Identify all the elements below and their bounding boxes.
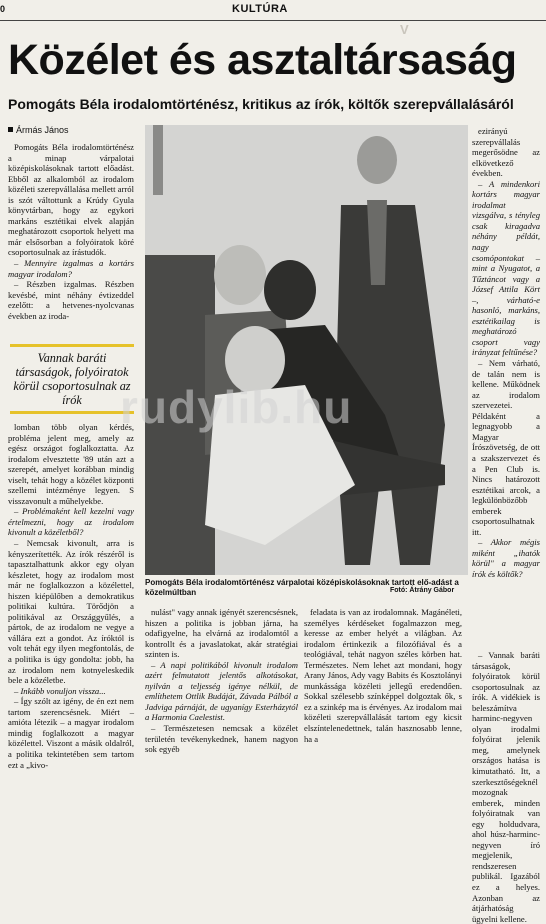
column-4-top [472,126,540,646]
faded-header-text: V [400,22,409,37]
photo-caption: Pomogáts Béla irodalomtörténész várpalotai középiskolásoknak tartott elő-adást a közelmúltban [145,578,459,597]
watermark: rudylib.hu [120,381,353,433]
paragraph: – Vannak baráti társaságok, folyóiratok körül csoportosulnak az írók. A vidékiek is beleszámítva harminc-negyven olyan irodalmi folyóirat jelenik meg, amelynek országos hatása is kimutatható. Itt, a szerkesztőségeknél mozognak emberek, minden folyóiratnak van egy holdudvara, ahol húsz-harminc-negyven író megjelenik, rendszeresen publikál. Igazából ez a helyes. Azonban az átjárhatóság ügyelni kellene. [472,650,540,924]
header-rule [0,20,546,21]
column-1-top [8,142,134,354]
byline-author: Ármás János [16,125,69,135]
paragraph: – Problémaként kell kezelni vagy értelmezni, hogy az irodalom kivonult a közéletből? [8,506,134,538]
paragraph: ezirányú szerepvállalás megerősödne az elkövetkező években. [472,126,540,179]
paragraph: feladata is van az irodalomnak. Magánéleti, személyes kérdéseket fogalmazzon meg, keresse az ember helyét a világban. Az irodalom értinkezik a filozófiával és a teológiával, tehát nagyon széles körben hat. Természetes. Nem lehet azt mondani, hogy Arany János, Ady vagy Babits és Kosztolányi munkássága közéleti jellegű eredendően. Sokkal szélesebb színképpel dolgoztak ők, s ez a szinkép ma is érvényes. Az irodalom mai közéleti szerepvállalását tartom egy kicsit elszíntelenedettnek, talán hasznosabb lenne, ha a [304,607,462,744]
paragraph: – Részben izgalmas. Részben kevésbé, mint néhány évtizeddel ezelőtt: a hetvenes-nyolcvanas években az iroda- [8,279,134,321]
paragraph: lomban több olyan kérdés, probléma jelent meg, amely az egész országot foglalkoztatta. Az irodalom elvesztette '89 után azt a szerepét, amelyet korábban mindig viselt, tehát hogy a közélet központi szellemi intézménye legyen. S visszavonult a műhelyekbe. [8,422,134,506]
article-headline: Közélet és asztaltársaság [8,36,517,84]
paragraph: – Akkor mégis miként „ihatók körül" a magyar írók és költők? [472,537,540,579]
page-number: 0 [0,4,6,14]
byline-bullet-icon [8,127,13,132]
byline [8,125,69,135]
photo-illustration [145,125,468,575]
photo-credit: Fotó: Átrány Gábor [390,587,455,594]
paragraph: – Nem várható, de talán nem is kellene. Működnek az irodalom szervezetei. Példaként a legnagyobb a Magyar Írószövetség, de ott a szakszervezet és a Pen Club is. Nincs határozott esztétikai arcok, a legkülönbözőbb emberek csoportosulhatnak itt. [472,358,540,537]
paragraph: – Természetesen nemcsak a közélet területén tevékenykednek, hanem nagyon sok egyéb [145,723,298,755]
column-2 [145,607,298,797]
pullquote: Vannak baráti társaságok, folyóiratok körül csoportosulnak az írók [10,344,134,414]
article-photo [145,125,468,575]
article-subtitle: Pomogáts Béla irodalomtörténész, kritikus az írók, költők szerepvállalásáról [8,96,514,112]
paragraph: Pomogáts Béla irodalomtörténész a minap várpalotai középiskolásoknak tartott előadást. Ebből az alkalomból az irodalom közéleti szerepvállalása mellett arról is szót váltottunk a Krúdy Gyula könyvtárban, hogy az egykori markáns esztétikai elvek alapján meghatározott csoportok helyett ma már elsősorban a folyóiratok köré csoportosulnak az írástudók. [8,142,134,258]
column-1-bottom [8,422,134,796]
paragraph: – Inkább vonuljon vissza... [14,685,106,696]
column-3 [304,607,462,797]
paragraph: – Így szólt az igény, de én ezt nem tartom szerencsésnek. Miért – amióta létezik – a magyar irodalom mindig foglalkozott a magyar közélettel. Viszont a másik oldalról, a politika tekintetében sem tartom ezt a „kivo- [8,696,134,770]
paragraph: nulást" vagy annak igényét szerencsésnek, hiszen a politika is jobban járna, ha odafigyelne, ha elvárná az irodalomtól a kontrollt és a javaslatokat, akár stratégiai szinten is. [145,607,298,660]
section-label: KULTÚRA [232,3,288,15]
paragraph: – Mennyire izgalmas a kortárs magyar irodalom? [8,258,134,279]
column-4-bottom [472,650,540,924]
paragraph: – Nemcsak kivonult, arra is kényszerítették. Az írók részéről is tapasztalhattunk akkor egy olyan készletet, hogy az irodalom most már ne foglalkozzon a közélettel, hiszen kiépülőben a demokratikus politikai kultúra. Törődjön a politikával az Országgyűlés, a pártok, de az irodalom ne vegye a vállára ezt a gondot. Az íróktól is volt tehát egy ilyen megfontolás, de a politika is úgy gondolta: jobb, ha az irodalom nem kotnyeleskedik bele a közéletbe. [8,538,134,686]
paragraph: – A napi politikából kivonult irodalom azért felmutatott jelentős alkotásokat, nyilván a teljesség igénye nélkül, de említhetem Ottlik Budáját, Závada Pálból a Jadviga párnáját, de ugyanígy Esterházytól a Harmonia Caelestist. [145,659,298,723]
paragraph: – A mindenkori kortárs magyar irodalmat vizsgálva, s tényleg csak kiragadva néhány példát, nagy csomópontokat – mint a Nyugatot, a Tűztáncot vagy a József Attila Kört –, várható-e hasonló, markáns, esztétikailag is meghatározó csoport vagy irányzat feltűnése? [472,178,540,358]
